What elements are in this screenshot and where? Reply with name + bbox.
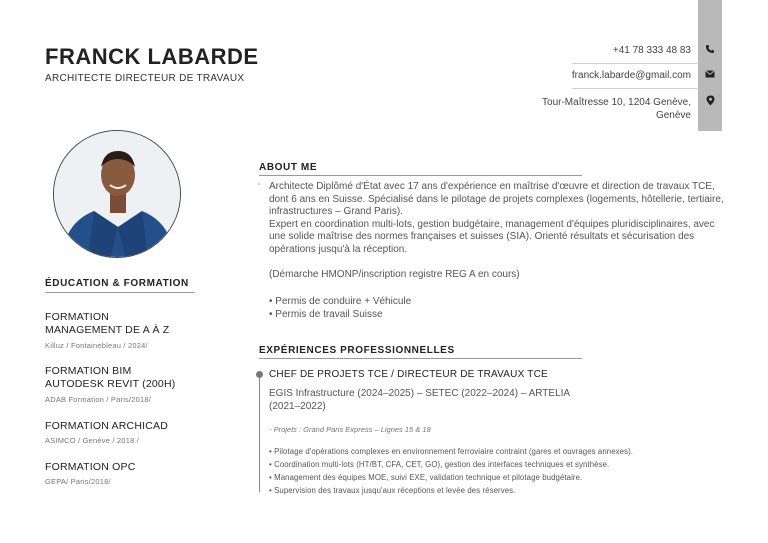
- education-item-title: FORMATION OPC: [45, 461, 136, 473]
- candidate-title: ARCHITECTE DIRECTEUR DE TRAVAUX: [45, 73, 245, 84]
- education-heading-rule: [45, 292, 195, 293]
- job-title: CHEF DE PROJETS TCE / DIRECTEUR DE TRAVAUX TCE: [269, 369, 548, 380]
- contact-phone[interactable]: +41 78 333 48 83: [612, 45, 691, 56]
- timeline-line: [259, 374, 260, 492]
- about-bullet: • Permis de conduire + Véhicule: [269, 296, 412, 307]
- job-task: • Pilotage d'opérations complexes en environnement ferroviaire contraint (gares et ouvrages annexes).: [269, 447, 634, 456]
- education-item-line: AUTODESK REVIT (200H): [45, 378, 176, 390]
- education-item-line: FORMATION: [45, 311, 110, 323]
- about-paragraph: Expert en coordination multi-lots, gestion budgétaire, management d'équipes pluridisciplinaires, avec une solide maîtrise des normes françaises et suisses (SIA). Orienté résultats et sécurisation des opérations jusqu'à la réception.: [269, 218, 715, 255]
- contact-sidebar-bar: [698, 0, 722, 131]
- education-item-title: [45, 311, 169, 337]
- job-companies: EGIS Infrastructure (2024–2025) – SETEC (2022–2024) – ARTELIA (2021–2022): [269, 388, 570, 412]
- experience-heading: EXPÉRIENCES PROFESSIONNELLES: [259, 345, 455, 356]
- contact-divider: [572, 88, 698, 89]
- about-heading: ABOUT ME: [259, 162, 318, 173]
- about-text: [258, 181, 729, 257]
- contact-address: [542, 96, 691, 122]
- timeline-dot: [256, 371, 263, 378]
- education-item-title: [45, 365, 175, 391]
- education-item-meta: GEPA/ Paris/2018/: [45, 477, 111, 486]
- quote-icon: “: [258, 182, 261, 191]
- education-item-meta: ASIMCO / Genève / 2018 /: [45, 436, 140, 445]
- job-task: • Management des équipes MOE, suivi EXE, validation technique et pilotage budgétaire.: [269, 473, 583, 482]
- phone-icon: [698, 44, 722, 56]
- profile-photo: [53, 130, 181, 258]
- education-item-title: FORMATION ARCHICAD: [45, 420, 168, 432]
- about-paragraph: Architecte Diplômé d'État avec 17 ans d'expérience en maîtrise d'œuvre et direction de travaux TCE, dont 6 ans en Suisse. Spécialisé dans le pilotage de projets complexes (logements, hôtellerie, tertiaire, infrastructures – Grand Paris).: [269, 181, 724, 218]
- education-item-meta: ADAB Formation / Paris/2018/: [45, 395, 152, 404]
- candidate-name: FRANCK LABARDE: [45, 44, 259, 69]
- address-line-2: Genève: [655, 110, 691, 121]
- contact-email[interactable]: franck.labarde@gmail.com: [571, 70, 691, 81]
- mail-icon: [698, 70, 722, 80]
- experience-heading-rule: [259, 358, 582, 359]
- location-pin-icon: [698, 95, 722, 108]
- about-bullet: • Permis de travail Suisse: [269, 309, 383, 320]
- education-item-meta: Killuz / Fontainebleau / 2024/: [45, 341, 148, 350]
- education-item-line: MANAGEMENT DE A À Z: [45, 324, 170, 336]
- job-task: • Supervision des travaux jusqu'aux réceptions et levée des réserves.: [269, 486, 516, 495]
- about-heading-rule: [259, 175, 582, 176]
- job-task: • Coordination multi-lots (HT/BT, CFA, CET, GO), gestion des interfaces techniques et synthèse.: [269, 460, 610, 469]
- contact-divider: [572, 63, 698, 64]
- address-line-1: Tour-Maîtresse 10, 1204 Genève,: [542, 97, 691, 108]
- job-projects: - Projets : Grand Paris Express – Lignes 15 & 18: [269, 425, 431, 434]
- education-heading: ÉDUCATION & FORMATION: [45, 278, 189, 289]
- about-note: (Démarche HMONP/inscription registre REG A en cours): [269, 269, 520, 280]
- education-item-line: FORMATION BIM: [45, 365, 132, 377]
